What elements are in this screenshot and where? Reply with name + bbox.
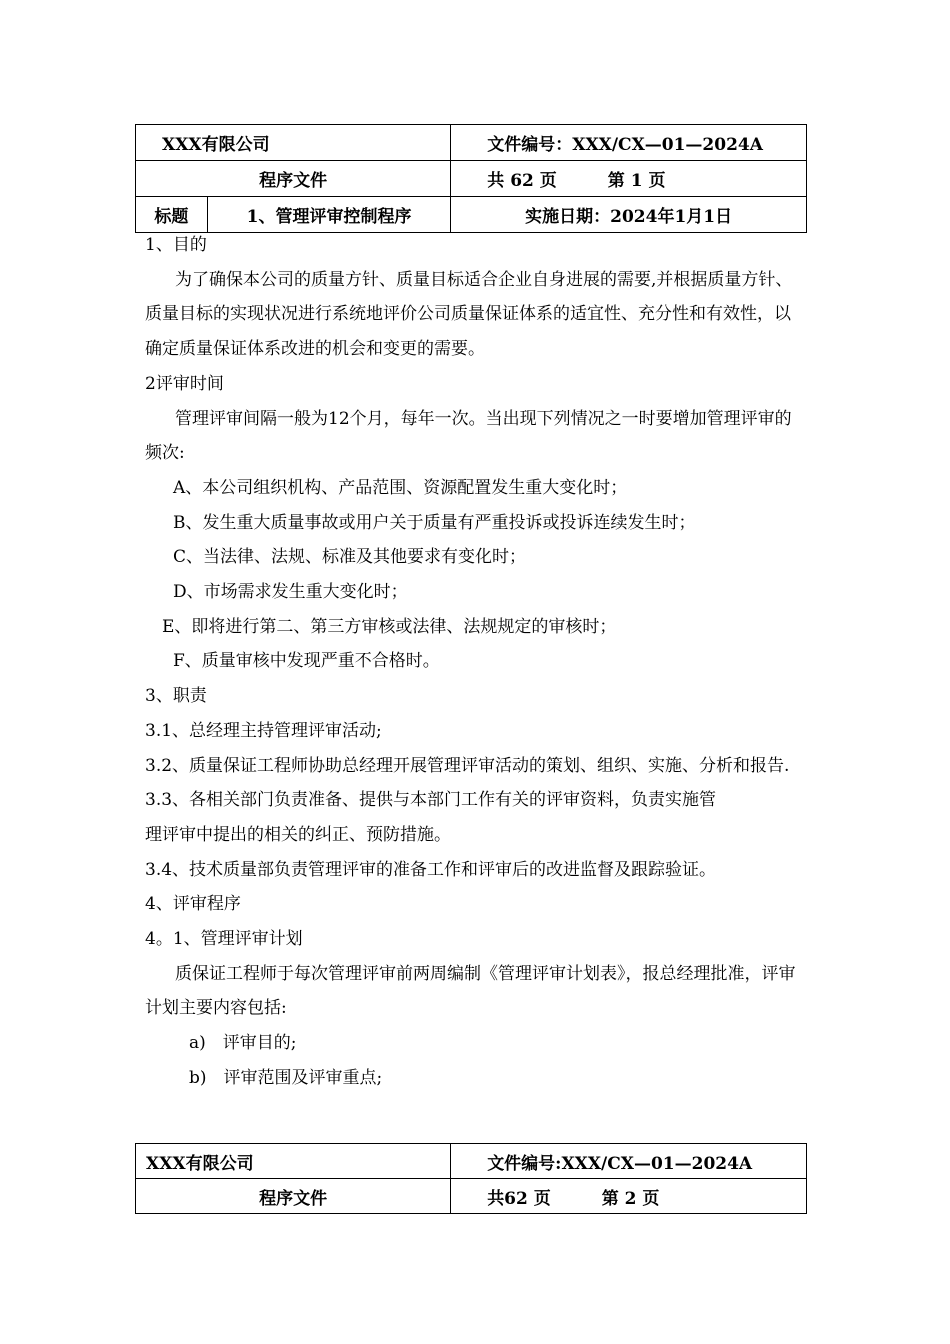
list-item: b) 评审范围及评审重点;	[189, 1067, 383, 1088]
document-type: 程序文件	[136, 161, 451, 197]
page-count: 共62 页 第 2 页	[451, 1179, 807, 1214]
paragraph: 管理评审间隔一般为12个月，每年一次。当出现下列情况之一时要增加管理评审的频次:	[145, 408, 792, 464]
list-item: D、市场需求发生重大变化时；	[173, 582, 408, 603]
list-item: A、本公司组织机构、产品范围、资源配置发生重大变化时；	[173, 477, 628, 498]
title-label: 标题	[136, 197, 208, 233]
paragraph: 3.3、各相关部门负责准备、提供与本部门工作有关的评审资料，负责实施管	[145, 790, 717, 811]
effective-date: 实施日期：2024年1月1日	[451, 197, 807, 233]
subsection-heading: 4。1、管理评审计划	[145, 929, 303, 950]
paragraph: 为了确保本公司的质量方针、质量目标适合企业自身进展的需要,并根据质量方针、质量目标的实现状况进行系统地评价公司质量保证体系的适宜性、充分性和有效性，以确定质量保证体系改进的机会和变更的需要。	[145, 269, 793, 360]
company-name: XXX有限公司	[136, 1144, 451, 1179]
document-title: 1、管理评审控制程序	[207, 197, 450, 233]
list-item: F、质量审核中发现严重不合格时。	[173, 651, 440, 672]
document-number: 文件编号：XXX/CX—01—2024A	[451, 125, 807, 161]
page-count: 共 62 页 第 1 页	[451, 161, 807, 197]
page-header-table	[135, 124, 807, 233]
paragraph: 理评审中提出的相关的纠正、预防措施。	[145, 824, 451, 845]
paragraph: 3.4、技术质量部负责管理评审的准备工作和评审后的改进监督及跟踪验证。	[145, 859, 717, 880]
list-item: C、当法律、法规、标准及其他要求有变化时；	[173, 547, 527, 568]
company-name: XXX有限公司	[136, 125, 451, 161]
page-header-table-2	[135, 1143, 807, 1214]
document-number: 文件编号:XXX/CX—01—2024A	[451, 1144, 807, 1179]
document-body	[145, 228, 807, 1096]
section-heading: 1、目的	[145, 235, 207, 255]
list-item: B、发生重大质量事故或用户关于质量有严重投诉或投诉连续发生时；	[173, 512, 696, 533]
paragraph: 质保证工程师于每次管理评审前两周编制《管理评审计划表》，报总经理批准，评审计划主要内容包括:	[145, 963, 796, 1019]
section-heading: 3、职责	[145, 686, 207, 707]
section-heading: 2评审时间	[145, 373, 224, 394]
document-type: 程序文件	[136, 1179, 451, 1214]
paragraph: 3.1、总经理主持管理评审活动;	[145, 720, 382, 741]
list-item: a) 评审目的;	[189, 1033, 297, 1054]
paragraph: 3.2、质量保证工程师协助总经理开展管理评审活动的策划、组织、实施、分析和报告.	[145, 755, 790, 776]
section-heading: 4、评审程序	[145, 894, 241, 915]
list-item: E、即将进行第二、第三方审核或法律、法规规定的审核时；	[162, 616, 617, 637]
